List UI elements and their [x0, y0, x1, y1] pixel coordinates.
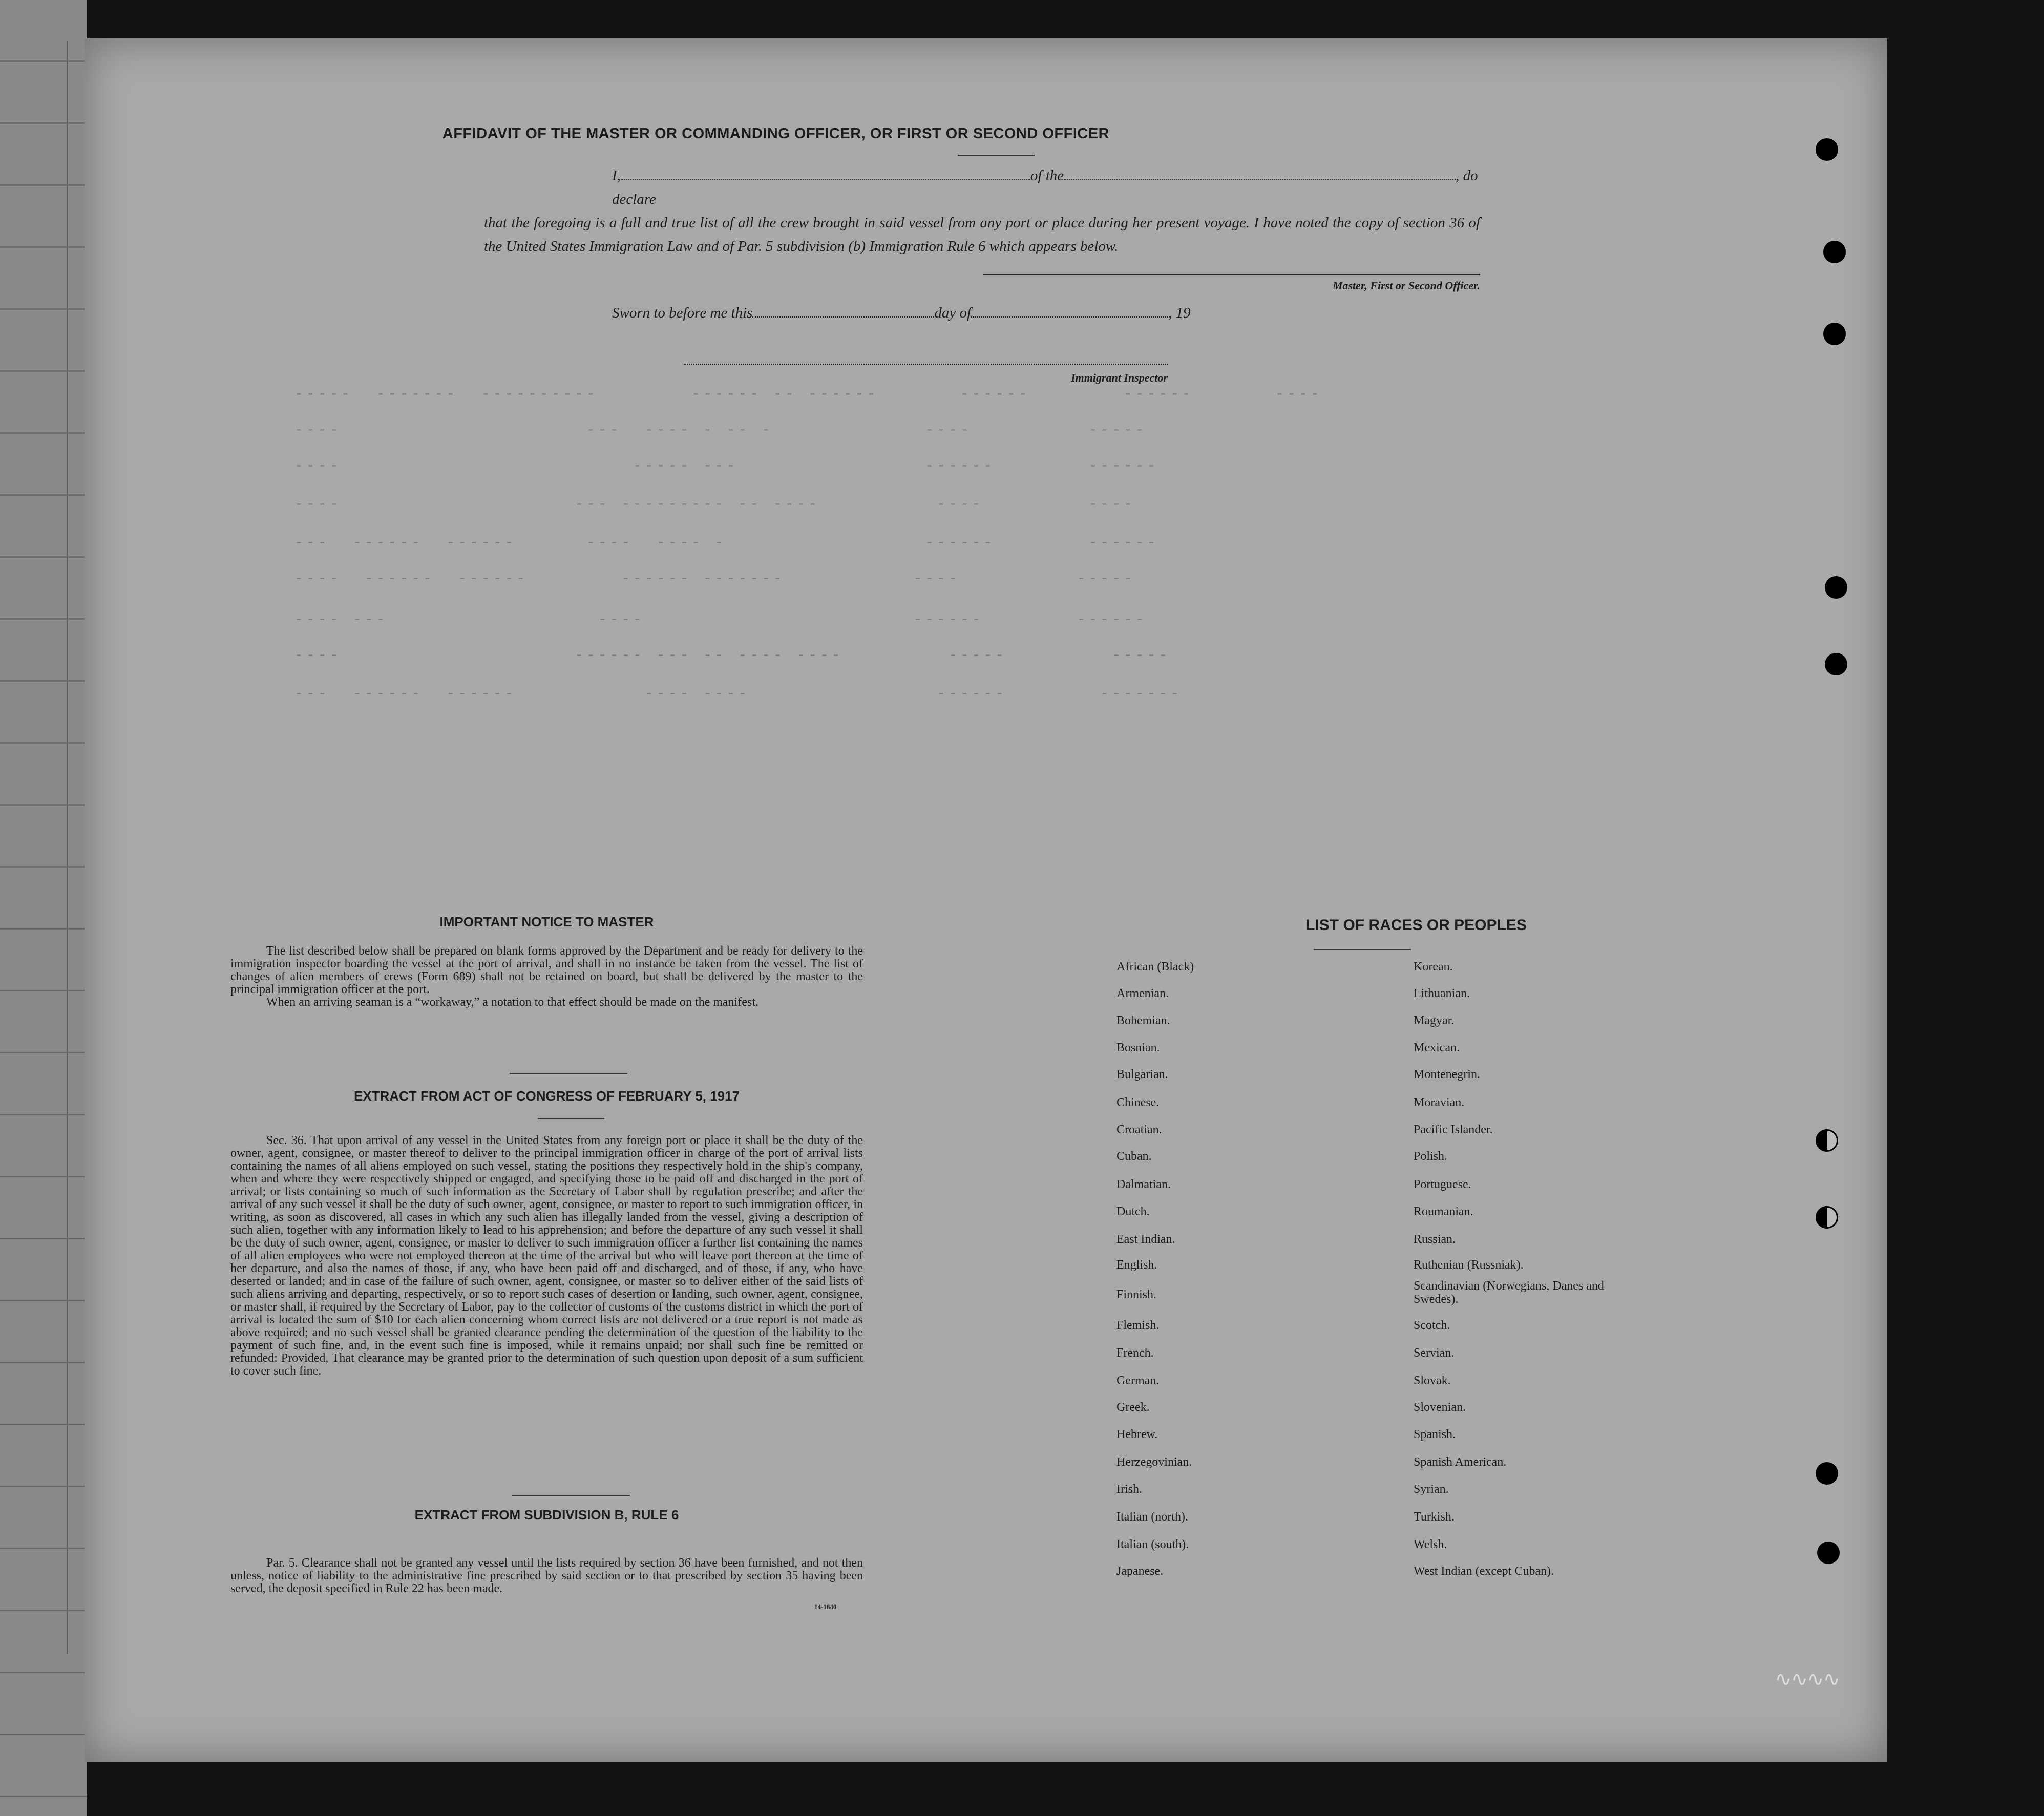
race-item: Croatian.: [1116, 1123, 1162, 1136]
race-item: Bohemian.: [1116, 1014, 1170, 1027]
inspector-caption: Immigrant Inspector: [1071, 371, 1168, 384]
sworn-day-field[interactable]: [752, 305, 934, 318]
punch-hole: [1817, 1542, 1840, 1564]
divider: [958, 155, 1035, 156]
section-36-text: Sec. 36. That upon arrival of any vessel in the United States from any foreign port or place it shall be the duty of the owner, agent, consignee, or master thereof to deliver to the principal immigration officer in charge of the port of arrival lists containing the names of all aliens employed on such vessel, stating the positions they respectively hold in the ship's company, when and where they were respectively shipped or engaged, and specifying those to be paid off and discharged in the port of arrival; or lists containing so much of such information as the Secretary of Labor shall by regulation prescribe; and after the arrival of any such vessel it shall be the duty of such owner, agent, consignee, or master to report to such immigration officer, in writing, as soon as discovered, all cases in which any such alien has illegally landed from the vessel, giving a description of such alien, together with any information likely to lead to his apprehension; and before the departure of any such vessel it shall be the duty of such owner, agent, consignee, or master to deliver to such immigration officer a further list containing the names of all alien employees who were not employed thereon at the time of the arrival but who will leave port thereon at the time of her departure, and also the names of those, if any, who have been paid off and discharged, and of those, if any, who have deserted or landed; and in case of the failure of such owner, agent, consignee, or master so to deliver either of the said lists of such aliens arriving and departing, respectively, or so to report such cases of desertion or landing, such owner, agent, consignee, or master shall, if required by the Secretary of Labor, pay to the collector of customs of the customs district in which the port of arrival is located the sum of $10 for each alien concerning whom correct lists are not delivered or a true report is not made as above required; and no such vessel shall be granted clearance pending the determination of the question of the liability to the payment of such fine, and, in the event such fine is imposed, while it remains unpaid; nor shall such fine be remitted or refunded: Provided, That clearance may be granted prior to the determination of such question upon deposit of a sum sufficient to cover such fine.: [230, 1134, 863, 1378]
race-item: Spanish.: [1414, 1428, 1456, 1441]
race-item: Moravian.: [1414, 1096, 1465, 1109]
bleed-through-text: ----- ------- ---------- ------ -- ------ ------ ------ ----: [294, 387, 1322, 403]
divider: [512, 1495, 630, 1496]
form-number: 14-1840: [814, 1603, 837, 1611]
affidavit-statement: that the foregoing is a full and true list of all the crew brought in said vessel from any port or place during her present voyage. I have noted the copy of section 36 of the United States Immigration Law and of Par. 5 subdivision (b) Immigration Rule 6 which appears below.: [484, 215, 1480, 255]
race-item: Japanese.: [1116, 1565, 1164, 1578]
race-item: West Indian (except Cuban).: [1414, 1565, 1554, 1578]
do-declare-label: , do declare: [612, 167, 1478, 207]
race-item: African (Black): [1116, 960, 1194, 974]
race-item: Bosnian.: [1116, 1041, 1160, 1054]
race-item: German.: [1116, 1374, 1160, 1387]
bleed-through-text: --- ------ ------ ---- ---- ------ -------: [294, 686, 1183, 702]
race-item: Turkish.: [1414, 1510, 1455, 1524]
edge-mark: ∿∿∿∿: [1775, 1667, 1840, 1691]
punch-hole: [1825, 576, 1847, 599]
race-item: East Indian.: [1116, 1233, 1175, 1246]
race-item: Armenian.: [1116, 987, 1169, 1000]
race-item: Italian (north).: [1116, 1510, 1188, 1524]
punch-hole: [1816, 1206, 1838, 1229]
bleed-through-text: ---- --- --------- -- ---- ---- ----: [294, 497, 1135, 513]
race-item: Finnish.: [1116, 1288, 1157, 1301]
race-item: Spanish American.: [1414, 1455, 1507, 1469]
race-item: Russian.: [1414, 1233, 1456, 1246]
race-item: Roumanian.: [1414, 1205, 1473, 1218]
race-item: French.: [1116, 1346, 1154, 1360]
race-item: Herzegovinian.: [1116, 1455, 1192, 1469]
race-item: Chinese.: [1116, 1096, 1160, 1109]
race-item: Dalmatian.: [1116, 1178, 1171, 1191]
race-item: Pacific Islander.: [1414, 1123, 1493, 1136]
divider: [1314, 949, 1411, 950]
sworn-line: Sworn to before me this day of , 19: [612, 305, 1191, 321]
race-item: Irish.: [1116, 1483, 1142, 1496]
bleed-through-text: ---- ------ ------ ------ ------- ---- -----: [294, 571, 1135, 587]
name-field[interactable]: [621, 168, 1030, 180]
race-item: Scandinavian (Norwegians, Danes and Swedes).: [1414, 1279, 1604, 1306]
i-label: I,: [612, 167, 621, 184]
affidavit-title: AFFIDAVIT OF THE MASTER OR COMMANDING OFFICER, OR FIRST OR SECOND OFFICER: [442, 125, 1110, 142]
race-item: Ruthenian (Russniak).: [1414, 1258, 1524, 1272]
divider: [538, 1118, 604, 1119]
notice-paragraph: The list described below shall be prepared on blank forms approved by the Department and be ready for delivery to the immigration inspector boarding the vessel at the port of arrival, and shall in no instance be taken from the vessel. The list of changes of alien members of crews (Form 689) shall not be retained on board, but shall be delivered by the master to the principal immigration officer at the port.: [230, 944, 863, 996]
bleed-through-text: ---- --- ---- ------ ------: [294, 612, 1147, 628]
races-heading: LIST OF RACES OR PEOPLES: [1305, 917, 1527, 934]
punch-hole: [1816, 1462, 1838, 1485]
of-the-label: of the: [1030, 167, 1064, 184]
race-item: Polish.: [1414, 1150, 1448, 1163]
notice-body: [230, 945, 863, 1009]
notice-heading: IMPORTANT NOTICE TO MASTER: [439, 914, 654, 930]
punch-hole: [1816, 1129, 1838, 1152]
signature-caption: Master, First or Second Officer.: [1332, 279, 1480, 292]
sworn-month-field[interactable]: [971, 305, 1168, 318]
race-item: Portuguese.: [1414, 1178, 1471, 1191]
punch-hole: [1825, 653, 1847, 675]
race-item: Welsh.: [1414, 1538, 1447, 1551]
race-item: Mexican.: [1414, 1041, 1460, 1054]
inspector-signature-line[interactable]: [684, 364, 1168, 365]
race-item: Magyar.: [1414, 1014, 1455, 1027]
race-item: Servian.: [1414, 1346, 1455, 1360]
signature-line[interactable]: [983, 274, 1480, 275]
vessel-field[interactable]: [1064, 168, 1456, 180]
race-item: Lithuanian.: [1414, 987, 1470, 1000]
punch-hole: [1823, 323, 1846, 345]
adjacent-page-strip: [0, 0, 87, 1816]
bleed-through-text: --- ------ ------ ---- ---- - ------ ------: [294, 535, 1159, 551]
race-item: Cuban.: [1116, 1150, 1152, 1163]
race-item: Dutch.: [1116, 1205, 1150, 1218]
manifest-back-page: [85, 38, 1887, 1762]
race-item: Flemish.: [1116, 1319, 1160, 1332]
paragraph-5-text: Par. 5. Clearance shall not be granted any vessel until the lists required by section 36 have been furnished, and not then unless, notice of liability to the administrative fine prescribed by said section or to that prescribed by section 35 having been served, the deposit specified in Rule 22 has been made.: [230, 1556, 863, 1595]
race-item: Hebrew.: [1116, 1428, 1158, 1441]
divider: [510, 1073, 627, 1074]
bleed-through-text: ---- ------ --- -- ---- ---- ----- -----: [294, 648, 1171, 664]
race-item: Scotch.: [1414, 1319, 1450, 1332]
race-item: Montenegrin.: [1414, 1068, 1480, 1081]
punch-hole: [1823, 241, 1846, 263]
race-item: Italian (south).: [1116, 1538, 1189, 1551]
race-item: Greek.: [1116, 1401, 1150, 1414]
punch-hole: [1816, 138, 1838, 161]
extract-act-heading: EXTRACT FROM ACT OF CONGRESS OF FEBRUARY 5, 1917: [353, 1088, 740, 1104]
affidavit-declaration: [484, 164, 1480, 258]
bleed-through-text: ---- ----- --- ------ ------: [294, 458, 1159, 474]
extract-rule-heading: EXTRACT FROM SUBDIVISION B, RULE 6: [414, 1507, 679, 1523]
race-item: Bulgarian.: [1116, 1068, 1168, 1081]
race-item: Slovak.: [1414, 1374, 1451, 1387]
race-item: Korean.: [1414, 960, 1453, 974]
notice-paragraph: When an arriving seaman is a “workaway,” a notation to that effect should be made on the manifest.: [266, 996, 758, 1009]
race-item: Syrian.: [1414, 1483, 1449, 1496]
bleed-through-text: ---- --- ---- - -- - ---- -----: [294, 423, 1147, 438]
race-item: Slovenian.: [1414, 1401, 1466, 1414]
race-item: English.: [1116, 1258, 1157, 1272]
